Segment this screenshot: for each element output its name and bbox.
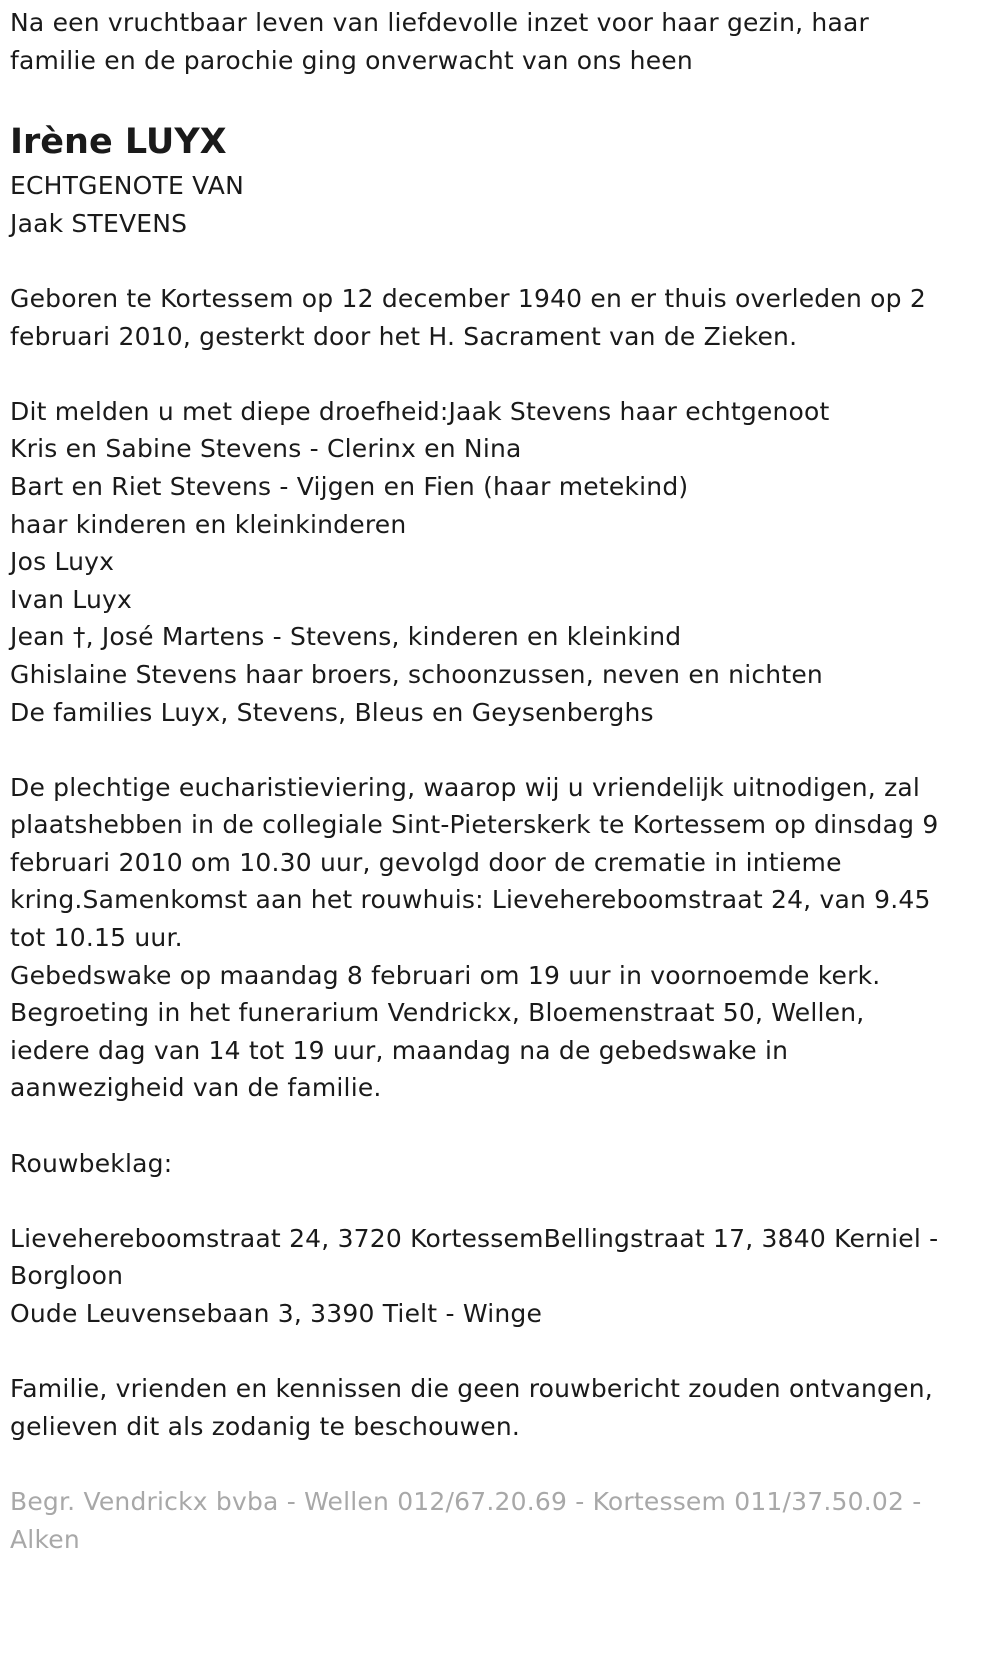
- paragraph-line: februari 2010, gesterkt door het H. Sacrament van de Zieken.: [10, 321, 798, 351]
- birth-death-paragraph: [10, 280, 995, 355]
- paragraph-line: De plechtige eucharistieviering, waarop wij u vriendelijk uitnodigen, zal: [10, 772, 921, 802]
- paragraph-line: gelieven dit als zodanig te beschouwen.: [10, 1411, 521, 1441]
- ceremony-paragraph: [10, 769, 995, 1107]
- mourner-line: Jean †, José Martens - Stevens, kinderen en kleinkind: [10, 622, 682, 652]
- paragraph-line: plaatshebben in de collegiale Sint-Pieterskerk te Kortessem op dinsdag 9: [10, 810, 939, 840]
- mourner-line: Ghislaine Stevens haar broers, schoonzussen, neven en nichten: [10, 659, 823, 689]
- condolences-label: Rouwbeklag:: [10, 1148, 173, 1178]
- obituary-notice: [10, 0, 995, 1558]
- address-line: Lievehereboomstraat 24, 3720 KortessemBellingstraat 17, 3840 Kerniel -: [10, 1223, 939, 1253]
- footer-line: Begr. Vendrickx bvba - Wellen 012/67.20.69 - Kortessem 011/37.50.02 -: [10, 1486, 922, 1516]
- paragraph-line: kring.Samenkomst aan het rouwhuis: Lievehereboomstraat 24, van 9.45: [10, 885, 931, 915]
- mourner-line: Bart en Riet Stevens - Vijgen en Fien (haar metekind): [10, 471, 689, 501]
- mourner-line: De families Luyx, Stevens, Bleus en Geysenberghs: [10, 697, 654, 727]
- paragraph-line: tot 10.15 uur.: [10, 923, 183, 953]
- intro-line: Na een vruchtbaar leven van liefdevolle inzet voor haar gezin, haar: [10, 8, 869, 37]
- condolences-section: [10, 1145, 995, 1183]
- mourner-line: Ivan Luyx: [10, 584, 133, 614]
- mourner-line: Dit melden u met diepe droefheid:Jaak Stevens haar echtgenoot: [10, 396, 830, 426]
- intro-line: familie en de parochie ging onverwacht van ons heen: [10, 45, 693, 75]
- relation-label: ECHTGENOTE VAN: [10, 171, 244, 201]
- closing-paragraph: [10, 1370, 995, 1445]
- paragraph-line: Geboren te Kortessem op 12 december 1940 en er thuis overleden op 2: [10, 283, 926, 313]
- paragraph-line: Familie, vrienden en kennissen die geen rouwbericht zouden ontvangen,: [10, 1374, 933, 1404]
- paragraph-line: Begroeting in het funerarium Vendrickx, Bloemenstraat 50, Wellen,: [10, 998, 865, 1028]
- mourner-line: Kris en Sabine Stevens - Clerinx en Nina: [10, 434, 522, 464]
- paragraph-line: iedere dag van 14 tot 19 uur, maandag na de gebedswake in: [10, 1035, 789, 1065]
- address-list: [10, 1220, 995, 1333]
- address-line: Borgloon: [10, 1261, 124, 1291]
- paragraph-line: februari 2010 om 10.30 uur, gevolgd door de crematie in intieme: [10, 847, 842, 877]
- intro-text: [10, 0, 995, 79]
- footer-line: Alken: [10, 1524, 80, 1554]
- mourners-list: [10, 393, 995, 731]
- funeral-home-footer: [10, 1483, 995, 1558]
- paragraph-line: aanwezigheid van de familie.: [10, 1073, 382, 1103]
- address-line: Oude Leuvensebaan 3, 3390 Tielt - Winge: [10, 1299, 543, 1328]
- mourner-line: haar kinderen en kleinkinderen: [10, 509, 407, 539]
- spouse-name: Jaak STEVENS: [10, 208, 188, 238]
- paragraph-line: Gebedswake op maandag 8 februari om 19 uur in voornoemde kerk.: [10, 960, 881, 990]
- deceased-name: Irène LUYX: [10, 122, 227, 163]
- mourner-line: Jos Luyx: [10, 547, 115, 577]
